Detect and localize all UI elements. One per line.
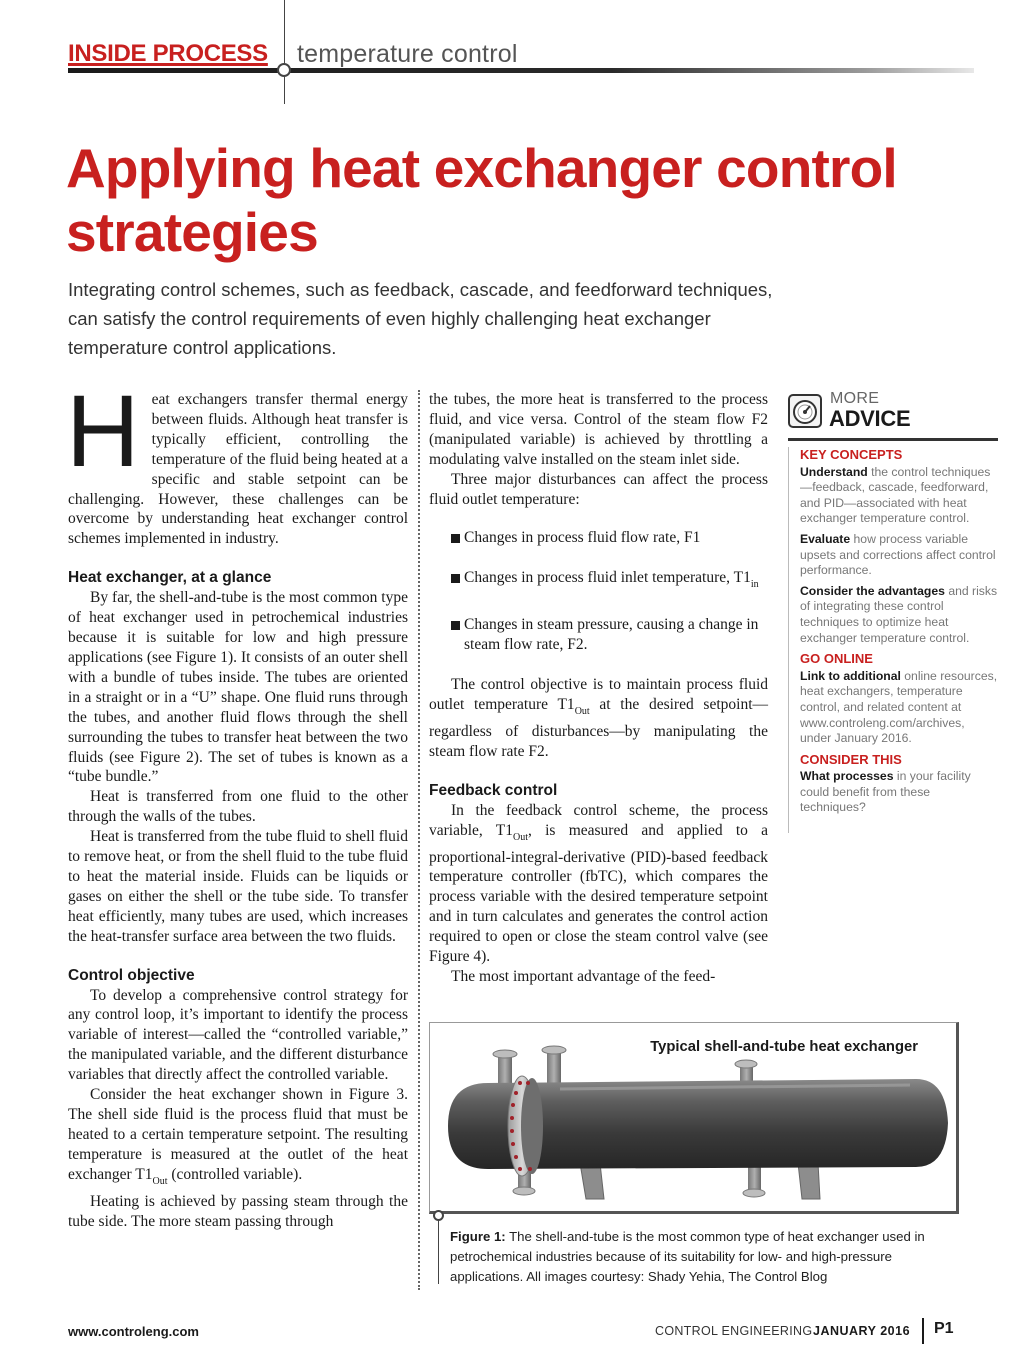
bullet-square-icon: [451, 574, 460, 583]
caption-connector-circle: [433, 1210, 444, 1221]
list-item: [429, 568, 768, 595]
subscript: Out: [512, 831, 528, 843]
header-divider: [284, 0, 285, 104]
figure-caption: [450, 1227, 960, 1287]
consider-this-heading: CONSIDER THIS: [800, 751, 902, 767]
paragraph: Heating is achieved by passing steam through the tube side. The more steam passing through: [68, 1192, 408, 1230]
paragraph: By far, the shell-and-tube is the most common type of heat exchanger used in petrochemical industries because it is suitable for low and high pressure applications (see Figure 1). It consists of an outer shell with a bundle of tubes inside. The tubes are oriented in a straight or in a “U” shape. One fluid runs through the tubes, and another fluid flows through the shell surrounding the tubes to transfer heat between the two fluids (see Figure 2). The set of tubes is known as a “tube bundle.”: [68, 589, 408, 786]
paragraph-text: (controlled variable).: [167, 1165, 303, 1183]
paragraph: Heat is transferred from one fluid to the other through the walls of the tubes.: [68, 788, 408, 826]
subscript: in: [750, 579, 759, 591]
sidebar-item-text: the control techniques—feedback, cascade, feedforward, and PID—associated with heat exchanger temperature control.: [800, 464, 991, 526]
drop-cap: H: [66, 374, 140, 488]
more-advice-sidebar: [788, 392, 998, 833]
paragraph-text: Consider the heat exchanger shown in Figure 3. The shell side fluid is the process fluid that must be heated to a certain temperature setpoint. The resulting temperature is measured at the outlet of the heat exchanger T1: [68, 1086, 408, 1183]
paragraph: [429, 801, 768, 967]
sidebar-item: [800, 532, 998, 579]
article-title: Applying heat exchanger control strategies: [66, 137, 897, 263]
list-item-text: Changes in process fluid flow rate, F1: [464, 529, 701, 547]
caption-label: Figure 1:: [450, 1229, 506, 1244]
disturbance-list: [429, 528, 768, 655]
paragraph-text: at the desired setpoint—regardless of disturbances—by manipulating the steam flow rate F2.: [429, 695, 769, 760]
paragraph-text: The control objective is to maintain process fluid outlet temperature T1: [429, 676, 768, 713]
paragraph-text: In the feedback control scheme, the process variable, T1: [429, 801, 768, 839]
column-2: [429, 390, 768, 987]
paragraph: The most important advantage of the feed-: [451, 967, 716, 985]
sidebar-item-lead: Consider the advantages: [800, 583, 945, 598]
sidebar-rule: [788, 438, 998, 441]
footer-url[interactable]: www.controleng.com: [68, 1324, 199, 1339]
sidebar-body: [788, 447, 998, 833]
paragraph: To develop a comprehensive control strategy for any control loop, it’s important to identify the process variable of interest—called the “controlled variable,” the manipulated variable, and the different disturbance variables that directly affect the controlled variable.: [68, 986, 408, 1084]
sidebar-item: [800, 669, 998, 747]
advice-label: ADVICE: [829, 406, 911, 431]
paragraph: [429, 675, 768, 762]
sidebar-item-lead: Understand: [800, 464, 868, 479]
bullet-square-icon: [451, 534, 460, 543]
sidebar-item-lead: Link to additional: [800, 668, 901, 683]
go-online-heading: GO ONLINE: [800, 651, 873, 667]
sidebar-item-lead: Evaluate: [800, 531, 851, 546]
header-circle-ornament: [277, 63, 291, 77]
more-label: MORE: [830, 390, 880, 407]
paragraph-text: , is measured and applied to a proportional-integral-derivative (PID)-based feedback temperature controller (fbTC), which compares the process variable with the desired temperature setpoint and in turn calculates and generates the control action required to open or close the steam control valve (see Figure 4).: [429, 821, 768, 966]
sidebar-item-text: and risks of integrating these control techniques to optimize heat exchanger temperature control.: [800, 583, 998, 645]
topic-label: temperature control: [297, 40, 518, 68]
gauge-icon: [788, 394, 822, 428]
paragraph: the tubes, the more heat is transferred to the process fluid, and vice versa. Control of the steam flow F2 (manipulated variable) is achieved by throttling a modulating valve installed on the steam inlet side.: [429, 391, 768, 468]
intro-text: eat exchangers transfer thermal energy between fluids. Although heat transfer is typically efficient, controlling the temperature of the fluid being heated at a specific and stable setpoint can be challenging. However, these challenges can be overcome by understanding heat exchanger control schemes implemented in industry.: [68, 391, 408, 548]
column-1: [66, 374, 408, 1231]
key-concepts-heading: KEY CONCEPTS: [800, 447, 903, 462]
sidebar-item-text: how process variable upsets and corrections affect control performance.: [800, 531, 996, 578]
subhead-feedback-control: Feedback control: [429, 781, 558, 799]
figure-1: [429, 1022, 959, 1214]
caption-connector-line: [438, 1210, 439, 1284]
list-item-text: Changes in steam pressure, causing a change in steam flow rate, F2.: [464, 616, 759, 654]
figure-title: Typical shell-and-tube heat exchanger: [650, 1039, 918, 1055]
footer-divider: [922, 1318, 924, 1344]
article-dek: Integrating control schemes, such as feedback, cascade, and feedforward techniques, can satisfy the control requirements of even highly challenging heat exchanger temperature control applications.: [68, 279, 773, 358]
header-rule: [68, 68, 974, 73]
list-item: [429, 528, 768, 548]
footer-publication: CONTROL ENGINEERING: [655, 1324, 813, 1338]
subhead-at-a-glance: Heat exchanger, at a glance: [68, 569, 272, 587]
subscript: Out: [574, 705, 590, 717]
paragraph: Three major disturbances can affect the process fluid outlet temperature:: [429, 470, 768, 508]
sidebar-item: [800, 769, 998, 816]
sidebar-item: [800, 465, 998, 527]
bullet-square-icon: [451, 621, 460, 630]
caption-text: The shell-and-tube is the most common type of heat exchanger used in petrochemical industries because of its suitability for low- and high-pressure applications. All images courtesy: Shady Yehia, The Control Blog: [450, 1229, 925, 1284]
sidebar-item: [800, 584, 998, 646]
more-advice-logo: [788, 392, 998, 438]
paragraph: [68, 1085, 408, 1192]
list-item: [429, 615, 768, 655]
intro-paragraph: [66, 374, 408, 549]
subhead-control-objective: Control objective: [68, 966, 195, 984]
paragraph: Heat is transferred from the tube fluid to shell fluid to remove heat, or from the shell fluid to the tube fluid to heat the material inside. Fluids can be liquids or gases on either the shell or the tube side. To transfer heat efficiently, many tubes are used, which increases the heat-transfer surface area between the two fluids.: [68, 828, 408, 945]
sidebar-item-lead: What processes: [800, 769, 894, 784]
sidebar-item-text: in your facility could benefit from these techniques?: [800, 769, 971, 815]
list-item-text: Changes in process fluid inlet temperature, T1: [464, 569, 751, 587]
column-separator: [418, 390, 420, 1290]
subscript: Out: [152, 1175, 168, 1187]
page-number: P1: [934, 1320, 954, 1337]
footer-date: JANUARY 2016: [813, 1324, 911, 1338]
section-label: INSIDE PROCESS: [68, 40, 268, 67]
sidebar-item-text: online resources, heat exchangers, temperature control, and related content at www.controleng.com/archives, under January 2016.: [800, 668, 998, 746]
